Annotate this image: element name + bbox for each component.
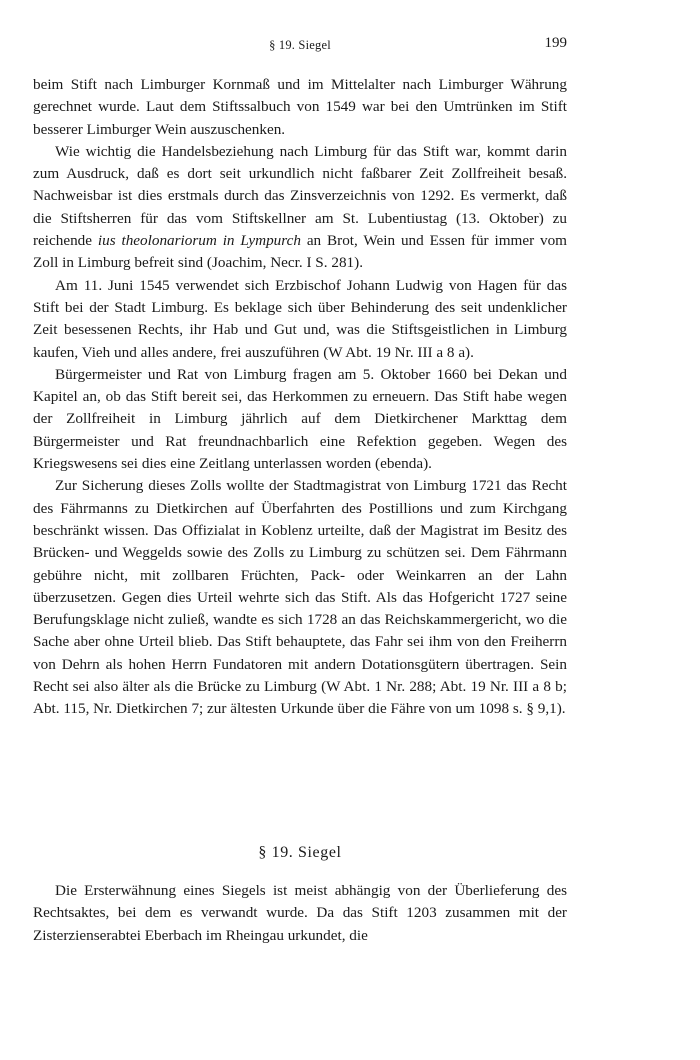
paragraph-text: Wie wichtig die Handelsbeziehung nach Limburg für das Stift war, kommt darin zum Ausdruck, daß es dort seit urkundlich nicht faßbarer Zeit Zollfreiheit besaß. Nachweisbar ist dies erstmals durch das Zinsverzeichnis von 1292. Es vermerkt, daß die Stiftsherren für das vom Stiftskellner am St. Lubentiustag (13. Oktober) zu reichende — [33, 142, 567, 250]
running-title: § 19. Siegel — [269, 38, 331, 52]
section-body — [33, 880, 567, 947]
paragraph-text: an Brot, Wein und Essen für immer vom Zoll in Limburg befreit sind (Joachim, Necr. I S. 281). — [33, 232, 567, 272]
paragraph: Zur Sicherung dieses Zolls wollte der Stadtmagistrat von Limburg 1721 das Recht des Fährmanns zu Dietkirchen auf Überfahrten des Postillions und zum Kirchgang beschränkt wissen. Das Offizialat in Koblenz urteilte, daß der Magistrat im Besitz des Brücken- und Weggelds sowie des Zolls zu Limburg zu schützen sei. Dem Fährmann gebühre nicht, mit zollbaren Früchten, Pack- oder Weinkarren an der Lahn überzusetzen. Gegen dies Urteil wehrte sich das Stift. Als das Hofgericht 1727 seine Berufungsklage nicht zuließ, wandte es sich 1728 an das Reichskammergericht, wo die Sache aber ohne Urteil blieb. Das Stift behauptete, das Fahr sei ihm von den Freiherrn von Dehrn als hohen Herrn Fundatoren mit andern Dotationsgütern übertragen. Sein Recht sei also älter als die Brücke zu Limburg (W Abt. 1 Nr. 288; Abt. 19 Nr. III a 8 b; Abt. 115, Nr. Dietkirchen 7; zur ältesten Urkunde über die Fähre von um 1098 s. § 9,1). — [33, 477, 567, 718]
paragraph: Am 11. Juni 1545 verwendet sich Erzbischof Johann Ludwig von Hagen für das Stift bei der Stadt Limburg. Es beklage sich über Behinderung des seit undenklicher Zeit besessenen Rechts, ihr Hab und Gut und, was die Stiftsgeistlichen in Limburg kaufen, Vieh und alles andere, frei auszuführen (W Abt. 19 Nr. III a 8 a). — [33, 276, 567, 361]
page-number: 199 — [544, 35, 567, 51]
paragraph — [33, 141, 567, 275]
section-heading: § 19. Siegel — [258, 844, 342, 861]
paragraph: beim Stift nach Limburger Kornmaß und im Mittelalter nach Limburger Währung gerechnet wurde. Laut dem Stiftssalbuch von 1549 war bei den Umtrünken im Stift besserer Limburger Wein auszuschenken. — [33, 76, 567, 138]
paragraph: Die Ersterwähnung eines Siegels ist meist abhängig von der Überlieferung des Rechtsaktes, bei dem es verwandt wurde. Da das Stift 1203 zusammen mit der Zisterzienserabtei Eberbach im Rheingau urkundet, die — [33, 882, 567, 944]
latin-phrase: ius theolonariorum in Lympurch — [97, 232, 301, 250]
paragraph: Bürgermeister und Rat von Limburg fragen am 5. Oktober 1660 bei Dekan und Kapitel an, ob das Stift bereit sei, das Herkommen zu erneuern. Das Stift habe wegen der Zollfreiheit in Limburg jährlich auf dem Dietkirchener Markttag dem Bürgermeister und Rat freundnachbarlich eine Refektion gegeben. Wegen des Kriegswesens sei dies eine Zeitlang unterlassen worden (ebenda). — [33, 365, 567, 473]
body-text — [33, 74, 567, 721]
